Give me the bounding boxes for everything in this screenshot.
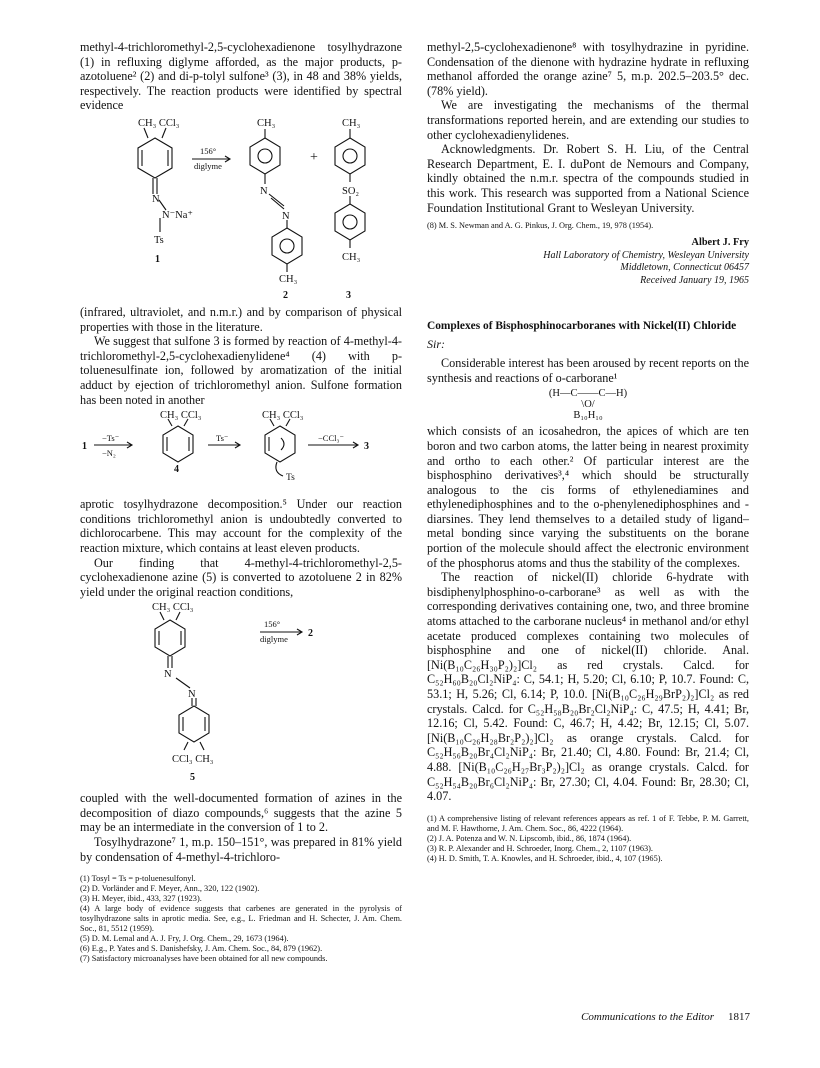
compound-label: 3 (346, 289, 351, 301)
arrow-label: 156° (264, 619, 281, 630)
atom-label: CH₃ (342, 251, 361, 263)
received-date: Received January 19, 1965 (640, 274, 749, 286)
arrow-label: diglyme (260, 634, 288, 645)
paragraph: coupled with the well-documented formation of azines in the decomposition of diazo compounds,⁶ suggests that the azine 5 may be an intermediate in the conversion of 1 to 2. (80, 791, 402, 835)
substituent-label: CH₃ CCl₃ (152, 602, 194, 614)
carborane-mid: \O/ (581, 399, 595, 411)
footnote: (1) A comprehensive listing of relevant references appears as ref. 1 of F. Tebbe, P. M. Garrett, and M. F. Hawthorne, J. Am. Chem. Soc., 86, 4222 (1964). (427, 813, 749, 833)
paragraph: (infrared, ultraviolet, and n.m.r.) and by comparison of physical properties with those in the literature. (80, 304, 402, 334)
carborane-bottom: B₁₀H₁₀ (573, 410, 603, 422)
atom-label: N (260, 185, 268, 197)
reaction-scheme-2 (80, 410, 402, 494)
arrow-label: −Ts⁻ (102, 433, 120, 444)
substituent-label: CCl₃ CH₃ (172, 754, 214, 766)
compound-label: 3 (364, 441, 369, 453)
paragraph: We suggest that sulfone 3 is formed by reaction of 4-methyl-4-trichloromethyl-2,5-cyclohexadienylidene⁴ (4) with p-toluenesulfinate ion, followed by aromatization of the initial adduct by ejection of trichloromethyl anion. Sulfone formation has been noted in another (80, 334, 402, 407)
paragraph: We are investigating the mechanisms of the thermal transformations reported herein, and are extending our studies to other cyclohexadienylidenes. (427, 98, 749, 142)
atom-label: N⁻Na⁺ (162, 209, 193, 221)
compound-label: 2 (283, 289, 288, 301)
atom-label: CH₃ (279, 273, 298, 285)
salutation: Sir: (427, 337, 445, 352)
arrow-label: −CCl₃⁻ (318, 433, 344, 444)
footnote: (6) E.g., P. Yates and S. Danishefsky, J. Am. Chem. Soc., 84, 879 (1962). (80, 944, 323, 954)
atom-label: CH₃ (342, 117, 361, 129)
atom-label: SO₂ (342, 185, 360, 197)
footnote: (7) Satisfactory microanalyses have been obtained for all new compounds. (80, 954, 328, 964)
reaction-scheme-3 (80, 602, 402, 788)
atom-label: Ts (154, 234, 164, 246)
atom-label: Ts (286, 473, 295, 484)
substituent-label: CH₃ CCl₃ (262, 410, 304, 422)
atom-label: CH₃ (257, 117, 276, 129)
footnote: (3) R. P. Alexander and H. Schroeder, Inorg. Chem., 2, 1107 (1963). (427, 843, 653, 853)
atom-label: N (164, 669, 172, 681)
paragraph: Tosylhydrazone⁷ 1, m.p. 150–151°, was prepared in 81% yield by condensation of 4-methyl-4-trichloro- (80, 835, 402, 864)
reaction-scheme-1 (80, 116, 402, 302)
substituent-label: CH₃ CCl₃ (138, 117, 180, 129)
affiliation: Middletown, Connecticut 06457 (620, 262, 749, 274)
author-name: Albert J. Fry (691, 237, 749, 249)
affiliation: Hall Laboratory of Chemistry, Wesleyan University (543, 249, 749, 261)
footnote: (3) H. Meyer, ibid., 433, 327 (1923). (80, 894, 202, 904)
footnote: (5) D. M. Lemal and A. J. Fry, J. Org. Chem., 29, 1673 (1964). (80, 934, 289, 944)
paragraph: aprotic tosylhydrazone decomposition.⁵ Under our reaction conditions trichloromethyl anion is undoubtedly converted to dichlorocarbene. This may account for the complexity of the reaction mixture, which contains at least eleven products. (80, 497, 402, 555)
carborane-structure (427, 388, 749, 421)
paragraph: The reaction of nickel(II) chloride 6-hydrate with bisdiphenylphosphino-o-carborane³ as well as with the corresponding derivatives containing one, two, and three bromine atoms attached to the carborane nucleus⁴ in methanol and/or ethyl acetate produced complexes containing two molecules of bisphosphine and one of nickel(II) chloride. Anal. [Ni(B₁₀C₂₆H₃₀P₂)₂]Cl₂ as red crystals. Calcd. for C₅₂H₆₀B₂₀Cl₂NiP₄: C, 54.1; H, 5.20; Cl, 6.10; P, 10.7. Found: C, 53.1; H, 5.26; Cl, 6.14; P, 10.0. [Ni(B₁₀C₂₆H₂₉BrP₂)₂]Cl₂ as red crystals. Calcd. for C₅₂H₅₈B₂₀Br₂Cl₂NiP₄: C, 47.5; H, 4.41; Br, 12.16; Cl, 5.42. Found: C, 46.7; H, 4.42; Br, 12.15; Cl, 5.07. [Ni(B₁₀C₂₆H₂₈Br₂P₂)₂]Cl₂ as orange crystals. Calcd. for C₅₂H₅₆B₂₀Br₄Cl₂NiP₄: Br, 21.40; Cl, 4.80. Found: Br, 21.4; Cl, 4.88. [Ni(B₁₀C₂₆H₂₇Br₃P₂)₂]Cl₂ as orange crystals. Calcd. for C₅₂H₅₄B₂₀Br₆Cl₂NiP₄: Br, 27.30; Cl, 4.04. Found: Br, 28.30; Cl, 4.07. (427, 570, 749, 804)
paragraph: Our finding that 4-methyl-4-trichloromethyl-2,5-cyclohexadienone azine (5) is converted to azotoluene 2 in 82% yield under the original reaction conditions, (80, 555, 402, 599)
paragraph: which consists of an icosahedron, the apices of which are ten boron and two carbon atoms, the latter being in nearest proximity and ortho to each other.² Of particular interest are the bisphosphino derivatives³,⁴ which should be structurally analogous to the cis forms of ethylenediamines and ethylenediphosphines and to the o-phenylenediphosphines and -diarsines. They lend themselves to a detailed study of ligand–metal bonding since varying the substituents on the borane portion of the molecule should affect the electronic environment of the phosphorus atoms and thus the stability of the complexes. (427, 424, 749, 570)
compound-label: 5 (190, 772, 195, 784)
plus-sign: + (310, 149, 318, 165)
author-signature (427, 237, 749, 287)
footnote: (4) H. D. Smith, T. A. Knowles, and H. Schroeder, ibid., 4, 107 (1965). (427, 853, 663, 863)
paragraph: methyl-4-trichloromethyl-2,5-cyclohexadienone tosylhydrazone (1) in refluxing diglyme afforded, as the major products, p-azotoluene² (2) and di-p-tolyl sulfone³ (3), in 48 and 38% yields, respectively. The reaction products were identified by spectral evidence (80, 40, 402, 113)
footnotes (80, 874, 402, 964)
page-footer (540, 1011, 750, 1023)
footnote: (2) J. A. Potenza and W. N. Lipscomb, ibid., 86, 1874 (1964). (427, 833, 632, 843)
footnote: (4) A large body of evidence suggests that carbenes are generated in the pyrolysis of tosylhydrazone salts in aprotic media. See, e.g., L. Friedman and H. Schecter, J. Am. Chem. Soc., 81, 5512 (1959). (80, 904, 402, 934)
atom-label: N (152, 193, 160, 205)
compound-label: 1 (82, 441, 87, 453)
arrow-label: Ts⁻ (216, 433, 229, 444)
compound-label: 2 (308, 628, 313, 640)
arrow-label: −N₂ (102, 448, 116, 459)
footnote: (2) D. Vorländer and F. Meyer, Ann., 320, 122 (1902). (80, 884, 260, 894)
footnotes (427, 814, 749, 864)
right-column (427, 40, 749, 864)
compound-label: 4 (174, 464, 179, 476)
compound-label: 1 (155, 253, 160, 265)
paragraph: Considerable interest has been aroused by recent reports on the synthesis and reactions of o-carborane¹ (427, 356, 749, 385)
atom-label: N (282, 210, 290, 222)
left-column (80, 40, 402, 964)
section-name: Communications to the Editor (581, 1011, 714, 1023)
arrow-label: diglyme (194, 160, 222, 171)
substituent-label: CH₃ CCl₃ (160, 410, 202, 422)
footnote: (8) M. S. Newman and A. G. Pinkus, J. Org. Chem., 19, 978 (1954). (427, 221, 654, 231)
article-title: Complexes of Bisphosphinocarboranes with Nickel(II) Chloride (427, 320, 737, 333)
acknowledgments: Acknowledgments. Dr. Robert S. H. Liu, of the Central Research Department, E. I. duPont de Nemours and Company, kindly obtained the n.m.r. spectra of the compounds studied in this work. This research was supported from a National Science Foundation Institutional Grant to Wesleyan University. (427, 142, 749, 215)
footnote: (1) Tosyl = Ts = p-toluenesulfonyl. (80, 874, 196, 884)
carborane-top: (H—C——C—H) (548, 388, 628, 400)
arrow-label: 156° (200, 145, 217, 156)
page-number: 1817 (728, 1011, 750, 1023)
paragraph: methyl-2,5-cyclohexadienone⁸ with tosylhydrazine in pyridine. Condensation of the dienone with hydrazine hydrate in refluxing methanol afforded the orange azine⁷ 5, m.p. 202.5–203.5° dec. (78% yield). (427, 40, 749, 98)
atom-label: N (188, 689, 196, 701)
